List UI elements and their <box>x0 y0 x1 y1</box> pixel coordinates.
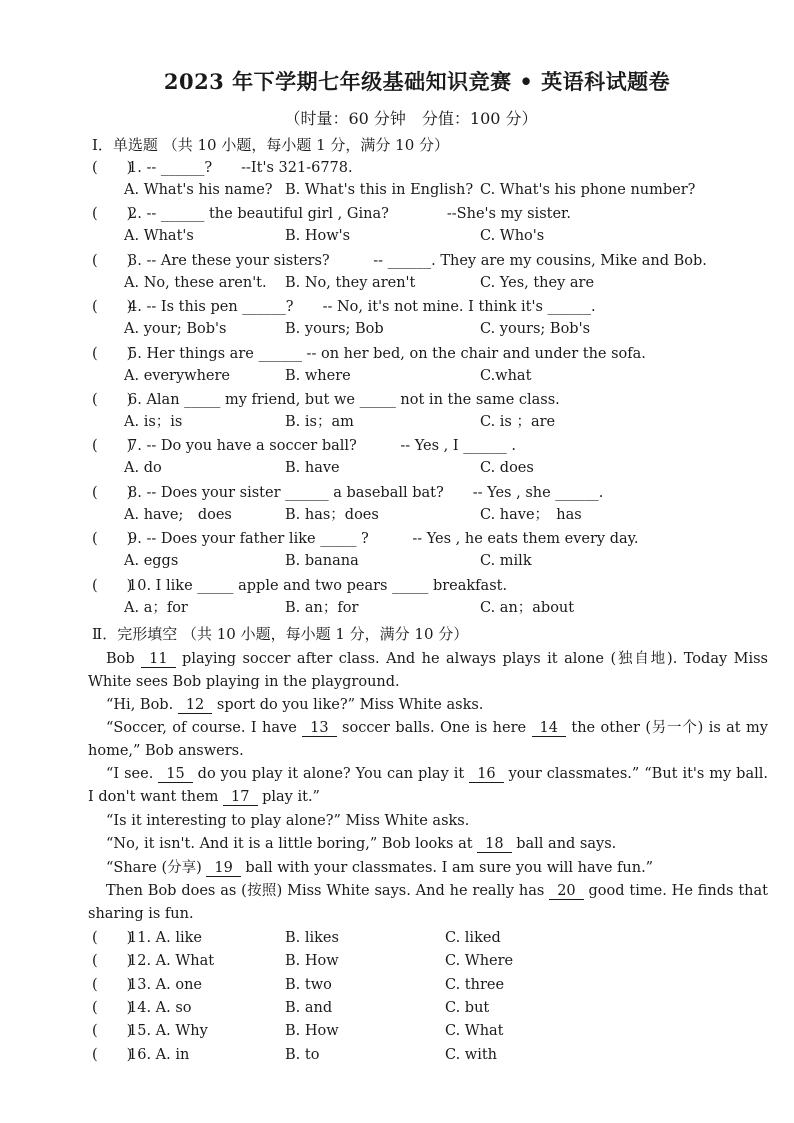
cloze-question-row <box>0 1021 794 1043</box>
answer-paren[interactable]: ( ) <box>92 930 133 946</box>
option-c: C.what <box>480 368 532 384</box>
answer-paren[interactable]: ( ) <box>92 1000 133 1016</box>
section-2-heading: Ⅱ．完形填空 （共 10 小题，每小题 1 分，满分 10 分） <box>92 625 469 643</box>
answer-paren[interactable]: ( ) <box>92 392 133 408</box>
options-row <box>0 226 794 248</box>
option-a: A. What's his name? <box>124 182 273 198</box>
option-c: C. milk <box>480 553 532 569</box>
option-c: C. an；about <box>480 600 575 616</box>
options-row <box>0 366 794 388</box>
question-text: 9. -- Does your father like _____ ? -- Yes , he eats them every day. <box>128 531 639 547</box>
options-row <box>0 551 794 573</box>
option-a: A. is；is <box>124 414 183 430</box>
question-row <box>0 436 794 458</box>
options-row <box>0 458 794 480</box>
answer-paren[interactable]: ( ) <box>92 299 133 315</box>
cloze-question-row <box>0 928 794 950</box>
question-row <box>0 251 794 273</box>
question-text: 8. -- Does your sister ______ a baseball bat? -- Yes , she ______. <box>128 485 604 501</box>
option-b: B. an；for <box>285 600 359 616</box>
options-row <box>0 412 794 434</box>
question-row <box>0 576 794 598</box>
answer-paren[interactable]: ( ) <box>92 438 133 454</box>
option-c: C. but <box>445 1000 490 1016</box>
option-b: B. have <box>285 460 340 476</box>
option-a: A. a；for <box>124 600 188 616</box>
option-b: B. What's this in English? <box>285 182 474 198</box>
question-text: 11. A. like <box>128 930 203 946</box>
answer-paren[interactable]: ( ) <box>92 485 133 501</box>
option-c: C. three <box>445 977 505 993</box>
option-c: C. liked <box>445 930 501 946</box>
page-subtitle: （时量：60 分钟 分值：100 分） <box>284 109 538 128</box>
option-c: C. is ；are <box>480 414 556 430</box>
blank-18[interactable]: 18 <box>477 836 511 853</box>
option-b: B. where <box>285 368 351 384</box>
option-b: B. is；am <box>285 414 354 430</box>
answer-paren[interactable]: ( ) <box>92 253 133 269</box>
cloze-paragraph-8: Then Bob does as (按照) Miss White says. And he really has 20 good time. He finds that sharing is fun. <box>88 883 768 922</box>
cloze-paragraph-1: Bob 11 playing soccer after class. And he always plays it alone (独自地). Today Miss White sees Bob playing in the playground. <box>88 651 768 690</box>
blank-14[interactable]: 14 <box>532 720 566 737</box>
question-text: 3. -- Are these your sisters? -- ______. They are my cousins, Mike and Bob. <box>128 253 707 269</box>
question-row <box>0 483 794 505</box>
cloze-paragraph-5: “Is it interesting to play alone?” Miss White asks. <box>106 813 470 829</box>
question-text: 10. I like _____ apple and two pears _____ breakfast. <box>128 578 508 594</box>
question-row <box>0 390 794 412</box>
option-c: C. Where <box>445 953 514 969</box>
option-b: B. yours; Bob <box>285 321 384 337</box>
question-row <box>0 529 794 551</box>
blank-20[interactable]: 20 <box>549 883 583 900</box>
question-text: 16. A. in <box>128 1047 190 1063</box>
question-row <box>0 204 794 226</box>
option-b: B. No, they aren't <box>285 275 416 291</box>
option-a: A. What's <box>124 228 194 244</box>
option-b: B. and <box>285 1000 333 1016</box>
cloze-question-row <box>0 975 794 997</box>
cloze-paragraph-2: “Hi, Bob. 12 sport do you like?” Miss White asks. <box>106 697 484 713</box>
options-row <box>0 505 794 527</box>
answer-paren[interactable]: ( ) <box>92 531 133 547</box>
answer-paren[interactable]: ( ) <box>92 977 133 993</box>
cloze-paragraph-4: “I see. 15 do you play it alone? You can play it 16 your classmates.” “But it's my ball. I don't want them 17 play it.” <box>88 766 768 805</box>
blank-13[interactable]: 13 <box>302 720 336 737</box>
option-b: B. likes <box>285 930 339 946</box>
question-text: 5. Her things are ______ -- on her bed, on the chair and under the sofa. <box>128 346 646 362</box>
option-c: C. What's his phone number? <box>480 182 696 198</box>
option-c: C. Yes, they are <box>480 275 595 291</box>
option-b: B. to <box>285 1047 320 1063</box>
option-c: C. with <box>445 1047 498 1063</box>
option-c: C. yours; Bob's <box>480 321 591 337</box>
question-row <box>0 297 794 319</box>
option-c: C. What <box>445 1023 504 1039</box>
blank-12[interactable]: 12 <box>178 697 212 714</box>
answer-paren[interactable]: ( ) <box>92 1023 133 1039</box>
question-text: 15. A. Why <box>128 1023 208 1039</box>
option-b: B. How <box>285 953 339 969</box>
options-row <box>0 598 794 620</box>
option-b: B. banana <box>285 553 359 569</box>
question-text: 13. A. one <box>128 977 203 993</box>
cloze-question-row <box>0 951 794 973</box>
option-b: B. has；does <box>285 507 379 523</box>
option-a: A. your; Bob's <box>124 321 227 337</box>
option-b: B. How <box>285 1023 339 1039</box>
options-row <box>0 180 794 202</box>
answer-paren[interactable]: ( ) <box>92 160 133 176</box>
answer-paren[interactable]: ( ) <box>92 578 133 594</box>
question-row <box>0 158 794 180</box>
option-b: B. two <box>285 977 332 993</box>
options-row <box>0 319 794 341</box>
option-a: A. have; does <box>124 507 232 523</box>
option-b: B. How's <box>285 228 351 244</box>
option-c: C. does <box>480 460 534 476</box>
answer-paren[interactable]: ( ) <box>92 953 133 969</box>
option-c: C. Who's <box>480 228 545 244</box>
blank-11[interactable]: 11 <box>141 651 175 668</box>
option-a: A. everywhere <box>124 368 231 384</box>
question-text: 7. -- Do you have a soccer ball? -- Yes , I ______ . <box>128 438 516 454</box>
option-a: A. No, these aren't. <box>124 275 267 291</box>
answer-paren[interactable]: ( ) <box>92 346 133 362</box>
blank-15[interactable]: 15 <box>158 766 192 783</box>
question-text: 4. -- Is this pen ______? -- No, it's not mine. I think it's ______. <box>128 299 596 315</box>
blank-19[interactable]: 19 <box>206 860 240 877</box>
cloze-paragraph-3: “Soccer, of course. I have 13 soccer balls. One is here 14 the other (另一个) is at my home,” Bob answers. <box>88 720 768 759</box>
cloze-question-row <box>0 1045 794 1067</box>
cloze-question-row <box>0 998 794 1020</box>
blank-16[interactable]: 16 <box>469 766 503 783</box>
question-text: 14. A. so <box>128 1000 192 1016</box>
question-text: 6. Alan _____ my friend, but we _____ not in the same class. <box>128 392 560 408</box>
question-row <box>0 344 794 366</box>
cloze-paragraph-6: “No, it isn't. And it is a little boring,” Bob looks at 18 ball and says. <box>106 836 617 852</box>
blank-17[interactable]: 17 <box>223 789 257 806</box>
question-text: 1. -- ______? --It's 321-6778. <box>128 160 353 176</box>
option-c: C. have； has <box>480 507 582 523</box>
answer-paren[interactable]: ( ) <box>92 206 133 222</box>
option-a: A. do <box>124 460 162 476</box>
question-text: 2. -- ______ the beautiful girl , Gina? --She's my sister. <box>128 206 571 222</box>
option-a: A. eggs <box>124 553 179 569</box>
section-1-heading: Ⅰ．单选题 （共 10 小题，每小题 1 分，满分 10 分） <box>92 136 450 154</box>
cloze-paragraph-7: “Share (分享) 19 ball with your classmates. I am sure you will have fun.” <box>106 860 654 876</box>
answer-paren[interactable]: ( ) <box>92 1047 133 1063</box>
question-text: 12. A. What <box>128 953 215 969</box>
page-title: 2023 年下学期七年级基础知识竞赛 • 英语科试题卷 <box>163 69 671 94</box>
options-row <box>0 273 794 295</box>
